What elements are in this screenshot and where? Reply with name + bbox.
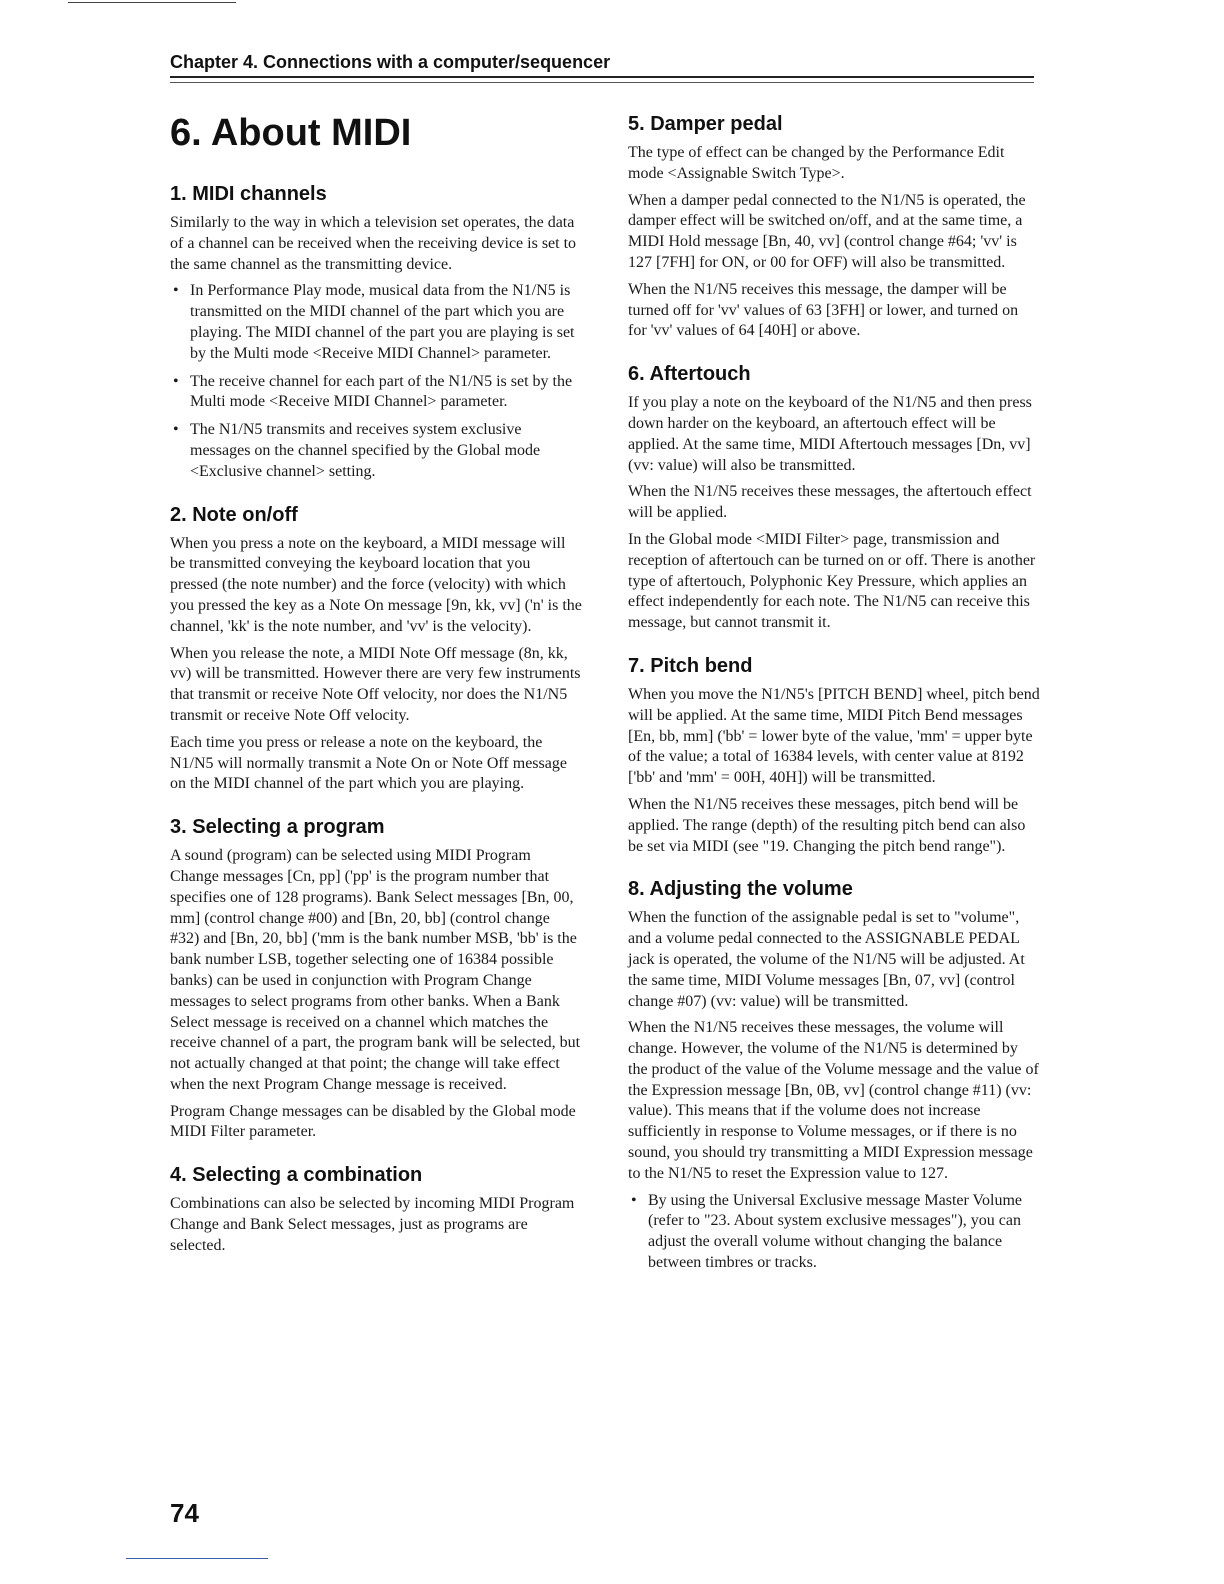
paragraph: When the function of the assignable pedal is set to "volume", and a volume pedal connected to the ASSIGNABLE PEDAL jack is operated, the volume of the N1/N5 will be adjusted. At the same time, MIDI Volume messages [Bn, 07, vv] (control change #07) (vv: value) will be transmitted. <box>628 909 1025 1010</box>
section-selecting-program <box>170 813 582 1143</box>
list-item: • By using the Universal Exclusive message Master Volume (refer to "23. About system exclusive messages"), you can adjust the overall volume without changing the balance between timbres or tracks. <box>628 1191 1040 1274</box>
paragraph: Each time you press or release a note on the keyboard, the N1/N5 will normally transmit a Note On or Note Off message on the MIDI channel of the part which you are playing. <box>170 733 567 793</box>
bullet-list <box>628 1191 1040 1274</box>
bottom-edge-rule <box>126 1558 268 1559</box>
paragraph: When you release the note, a MIDI Note Off message (8n, kk, vv) will be transmitted. However there are very few instruments that transmit or receive Note Off velocity, nor does the N1/N5 transmit or receive Note Off velocity. <box>170 644 581 724</box>
paragraph: When the N1/N5 receives these messages, the volume will change. However, the volume of the N1/N5 is determined by the product of the value of the Volume message and the value of the Expression message [Bn, 0B, vv] (control change #11) (vv: value). This means that if the volume does not increase sufficiently in response to Volume messages, or if there is no sound, you should try transmitting a MIDI Expression message to the N1/N5 to reset the Expression value to 127. <box>628 1019 1039 1182</box>
paragraph: The type of effect can be changed by the Performance Edit mode <Assignable Switch Type>. <box>628 144 1005 182</box>
section-heading: 1. MIDI channels <box>170 183 327 205</box>
paragraph: When the N1/N5 receives these messages, the aftertouch effect will be applied. <box>628 483 1032 522</box>
header-rule <box>170 76 1034 78</box>
chapter-header: Chapter 4. Connections with a computer/sequencer <box>170 52 611 72</box>
paragraph: When the N1/N5 receives these messages, pitch bend will be applied. The range (depth) of the resulting pitch bend can also be set via MIDI (see "19. Changing the pitch bend range"). <box>628 795 1026 855</box>
paragraph: In the Global mode <MIDI Filter> page, transmission and reception of aftertouch can be turned on or off. There is another type of aftertouch, Polyphonic Key Pressure, which applies an effect independently for each note. The N1/N5 can receive this message, but cannot transmit it. <box>628 530 1036 632</box>
list-item: • In Performance Play mode, musical data from the N1/N5 is transmitted on the MIDI channel of the part which you are playing. The MIDI channel of the part you are playing is set by the Multi mode <Receive MIDI Channel> parameter. <box>170 281 582 364</box>
section-midi-channels <box>170 180 582 483</box>
top-edge-rule <box>68 2 236 3</box>
section-heading: 7. Pitch bend <box>628 654 753 677</box>
section-heading: 4. Selecting a combination <box>170 1164 423 1187</box>
paragraph: When you move the N1/N5's [PITCH BEND] wheel, pitch bend will be applied. At the same time, MIDI Pitch Bend messages [En, bb, mm] ('bb' = lower byte of the value, 'mm' = upper byte of the value; a total of 16384 levels, with center value at 8192 ['bb' and 'mm' = 00H, 40H]) will be transmitted. <box>628 685 1040 787</box>
section-heading: 8. Adjusting the volume <box>628 878 853 901</box>
paragraph: Combinations can also be selected by incoming MIDI Program Change and Bank Select messages, just as programs are selected. <box>170 1195 575 1254</box>
list-item: • The receive channel for each part of the N1/N5 is set by the Multi mode <Receive MIDI Channel> parameter. <box>170 372 582 414</box>
section-aftertouch <box>628 360 1040 634</box>
paragraph: Program Change messages can be disabled by the Global mode MIDI Filter parameter. <box>170 1102 576 1141</box>
section-adjusting-volume <box>628 875 1040 1274</box>
section-note-on-off <box>170 501 582 796</box>
page-number: 74 <box>170 1498 199 1528</box>
paragraph: Similarly to the way in which a television set operates, the data of a channel can be received when the receiving device is set to the same channel as the transmitting device. <box>170 214 577 273</box>
left-column <box>170 108 582 1275</box>
right-column <box>628 108 1040 1292</box>
list-item: • The N1/N5 transmits and receives system exclusive messages on the channel specified by the Global mode <Exclusive channel> setting. <box>170 420 582 482</box>
paragraph: A sound (program) can be selected using MIDI Program Change messages [Cn, pp] ('pp' is the program number that specifies one of 128 programs). Bank Select messages [Bn, 00, mm] (control change #00) and [Bn, 20, bb] (control change #32) and [Bn, 20, bb] ('mm is the bank number MSB, 'bb' is the bank number LSB, together selecting one of 16384 possible banks) can be used in conjunction with Program Change messages to select programs from other banks. When a Bank Select message is received on a channel which matches the receive channel of a part, the program bank will be selected, but not actually changed at that point; the change will take effect when the next Program Change message is received. <box>170 847 581 1093</box>
section-selecting-combination <box>170 1161 582 1256</box>
header-rule-thin <box>170 82 1034 83</box>
page-title: 6. About MIDI <box>170 112 412 154</box>
paragraph: When you press a note on the keyboard, a MIDI message will be transmitted conveying the keyboard location that you pressed (the note number) and the force (velocity) with which you pressed the key as a Note On message [9n, kk, vv] ('n' is the channel, 'kk' is the note number, and 'vv' is the velocity). <box>170 534 582 635</box>
section-heading: 5. Damper pedal <box>628 113 783 135</box>
paragraph: If you play a note on the keyboard of the N1/N5 and then press down harder on the keyboard, an aftertouch effect will be applied. At the same time, MIDI Aftertouch messages [Dn, vv] (vv: value) will also be transmitted. <box>628 394 1032 474</box>
section-heading: 3. Selecting a program <box>170 816 385 839</box>
bullet-list <box>170 281 582 482</box>
paragraph: When a damper pedal connected to the N1/N5 is operated, the damper effect will be switched on/off, and at the same time, a MIDI Hold message [Bn, 40, vv] (control change #64; 'vv' is 127 [7FH] for ON, or 00 for OFF) will also be transmitted. <box>628 191 1026 271</box>
section-pitch-bend <box>628 652 1040 857</box>
section-heading: 2. Note on/off <box>170 503 298 526</box>
paragraph: When the N1/N5 receives this message, the damper will be turned off for 'vv' values of 63 [3FH] or lower, and turned on for 'vv' values of 64 [40H] or above. <box>628 280 1019 340</box>
section-damper-pedal <box>628 110 1040 342</box>
section-heading: 6. Aftertouch <box>628 363 751 386</box>
